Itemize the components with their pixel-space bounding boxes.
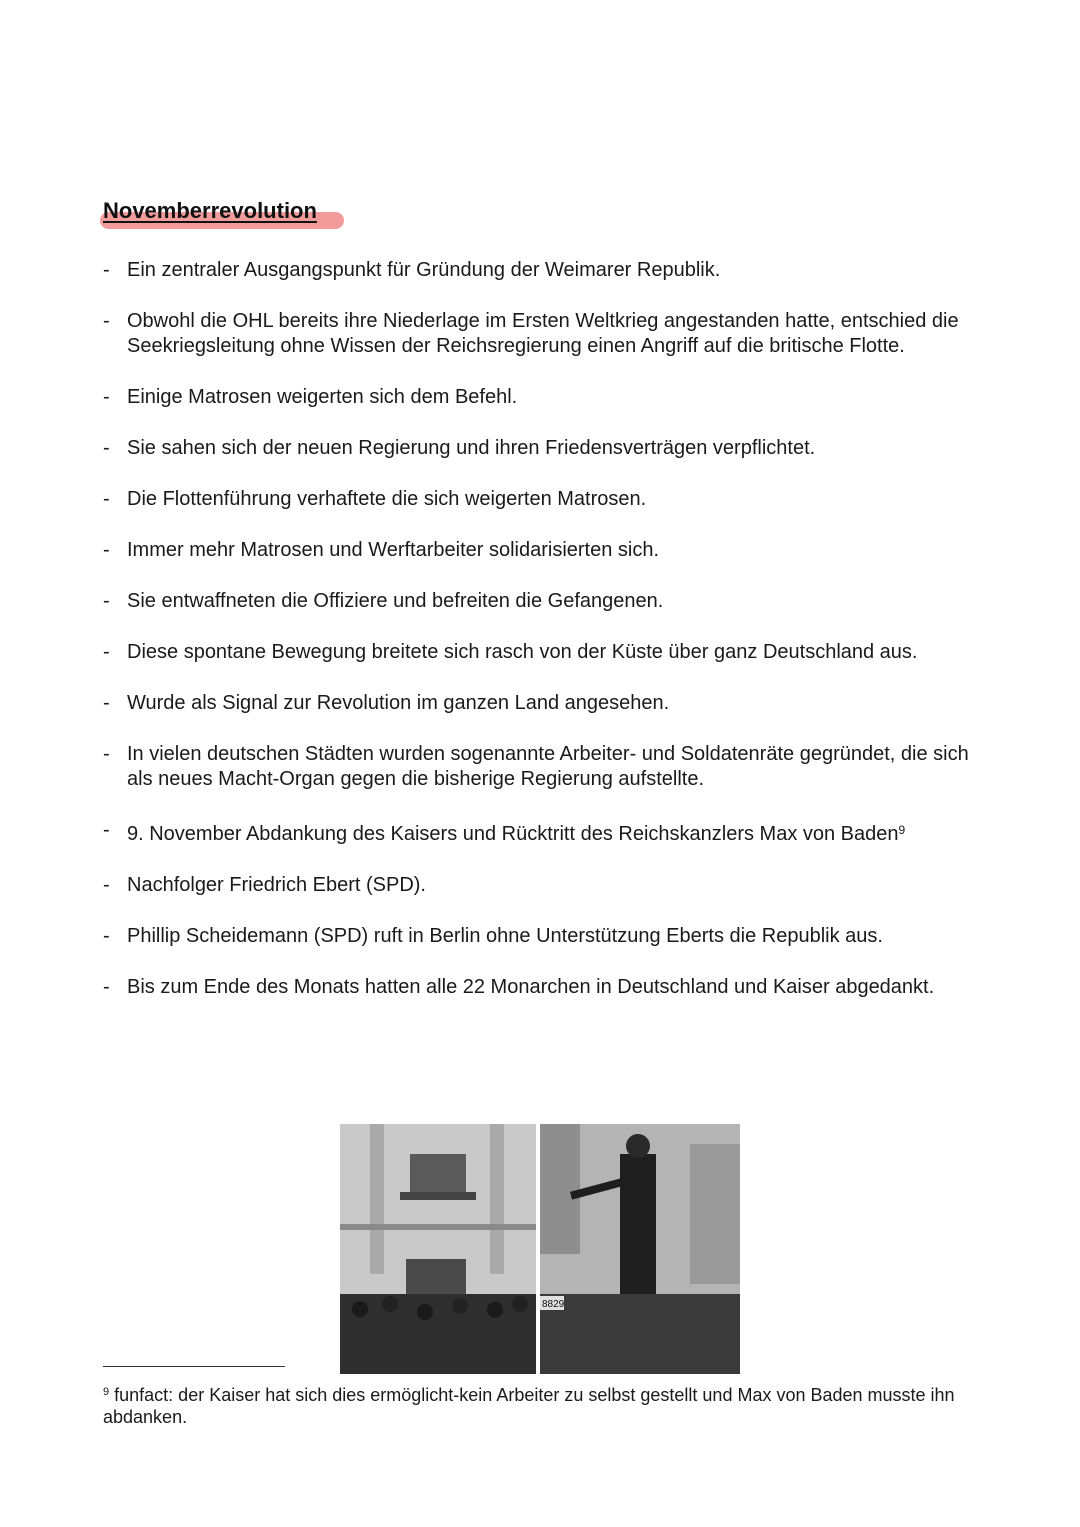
list-item: - 9. November Abdankung des Kaisers und Rücktritt des Reichskanzlers Max von Baden$^9$ (103, 819, 906, 845)
title-block (103, 198, 317, 224)
list-item: - Phillip Scheidemann (SPD) ruft in Berlin ohne Unterstützung Eberts die Republik aus. (103, 925, 883, 947)
footnote-ref[interactable]: 9 (898, 823, 906, 837)
list-item: - In vielen deutschen Städten wurden sogenannte Arbeiter- und Soldatenräte gegründet, die sich als neues Macht-Organ gegen die bisherige Regierung aufstellte. (103, 743, 969, 790)
list-item: - Die Flottenführung verhaftete die sich weigerten Matrosen. (103, 488, 647, 510)
list-item: - Obwohl die OHL bereits ihre Niederlage im Ersten Weltkrieg angestanden hatte, entschied die Seekriegsleitung ohne Wissen der Reichsregierung einen Angriff auf die britische Flotte. (103, 310, 959, 357)
footnote (103, 1381, 983, 1428)
list-item: - Ein zentraler Ausgangspunkt für Gründung der Weimarer Republik. (103, 259, 721, 281)
list-item: - Nachfolger Friedrich Ebert (SPD). (103, 874, 426, 896)
list-item: - Sie entwaffneten die Offiziere und befreiten die Gefangenen. (103, 590, 664, 612)
list-item: - Bis zum Ende des Monats hatten alle 22 Monarchen in Deutschland und Kaiser abgedankt. (103, 976, 935, 998)
list-item: - Sie sahen sich der neuen Regierung und ihren Friedensverträgen verpflichtet. (103, 437, 816, 459)
footnote-text: funfact: der Kaiser hat sich dies ermöglicht-kein Arbeiter zu selbst gestellt und Max von Baden musste ihn abdanken. (103, 1385, 955, 1427)
photo-reichstag-drawing (340, 1124, 536, 1374)
photo-reichstag-balcony (340, 1124, 536, 1374)
list-item: - Diese spontane Bewegung breitete sich rasch von der Küste über ganz Deutschland aus. (103, 641, 918, 663)
footnote-marker: 9 (103, 1386, 110, 1398)
bullet-list (103, 258, 983, 1026)
list-item: - Einige Matrosen weigerten sich dem Befehl. (103, 386, 518, 408)
historical-photos (340, 1124, 740, 1374)
list-item: - Immer mehr Matrosen und Werftarbeiter solidarisierten sich. (103, 539, 660, 561)
photo-speaker-drawing (540, 1124, 740, 1374)
list-item: - Wurde als Signal zur Revolution im ganzen Land angesehen. (103, 692, 670, 714)
footnote-rule (103, 1366, 285, 1367)
car-plate-text: 8829 (542, 1299, 565, 1310)
photo-speaker-on-car (540, 1124, 740, 1374)
page-title: Novemberrevolution (103, 198, 317, 223)
